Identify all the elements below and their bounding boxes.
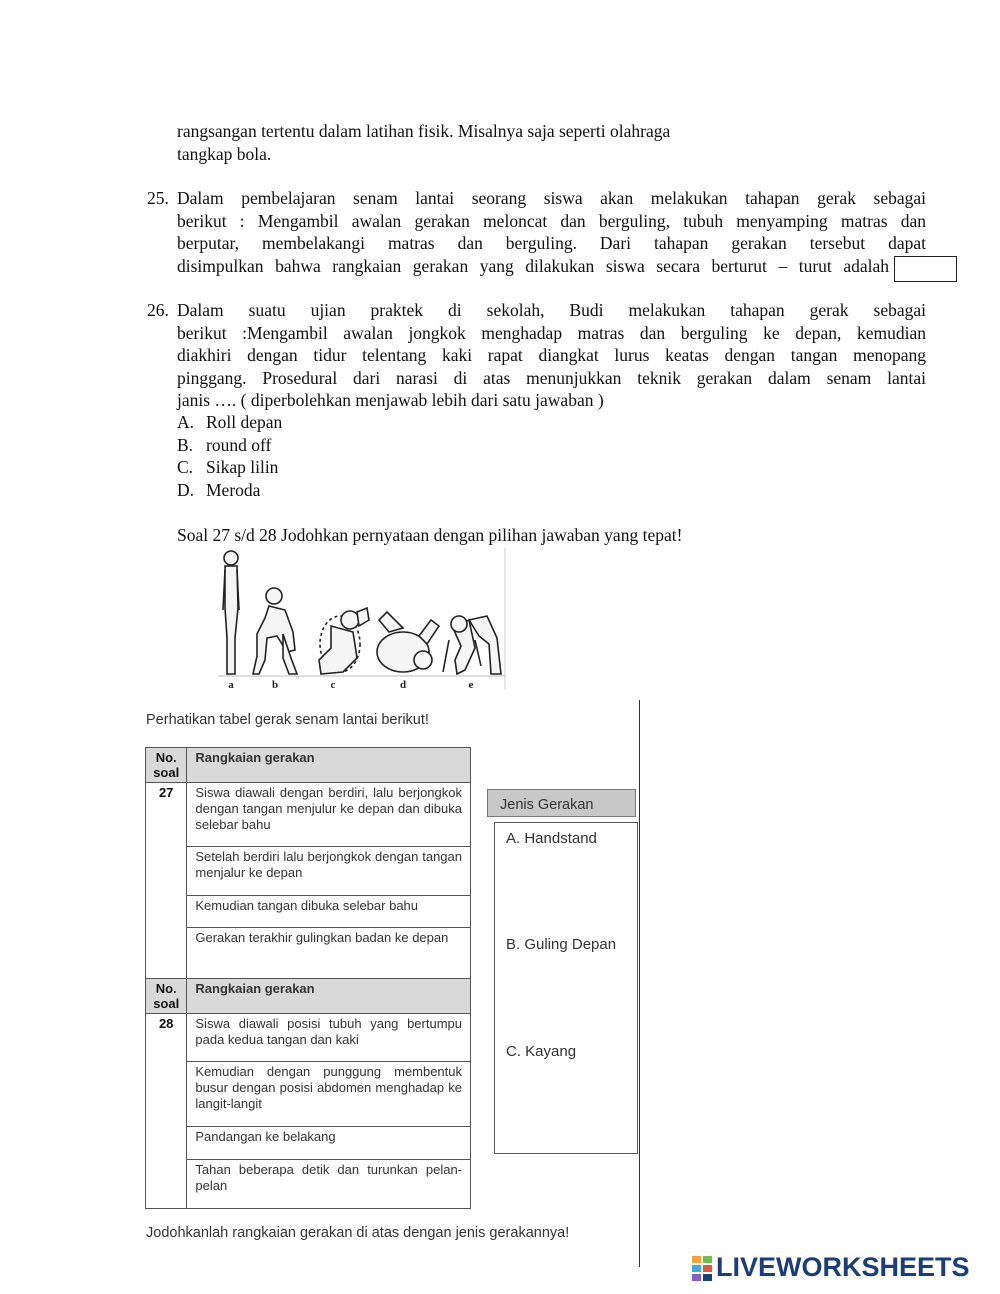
option-guling-depan[interactable]: B. Guling Depan [506,936,617,953]
q26-options [177,411,282,501]
q27-step-1: Siswa diawali dengan berdiri, lalu berjongkok dengan tangan menjulur ke depan dan dibuka selebar bahu [187,783,471,847]
intro-line-2: tangkap bola. [177,143,272,164]
intro-line-1: rangsangan tertentu dalam latihan fisik. Misalnya saja seperti olahraga [177,121,671,141]
figure-label-d: d [399,679,407,689]
q26-number: 26. [147,300,169,320]
header-rangkaian-2: Rangkaian gerakan [187,979,471,1014]
section-divider [639,700,640,1267]
q25-number: 25. [147,188,169,208]
q28-step-3: Pandangan ke belakang [187,1127,471,1160]
q25-line: berputar, membelakangi matras dan berguling. Dari tahapan gerakan tersebut dapat [177,233,926,253]
q26-option-b[interactable]: B. round off [177,434,272,455]
figure-label-e: e [468,679,474,689]
figure-label-a: a [228,679,234,689]
header-no-soal-2: No. soal [146,979,187,1014]
q28-step-2: Kemudian dengan punggung membentuk busur dengan posisi abdomen menghadap ke langit-langit [187,1062,471,1127]
table-row [146,896,471,928]
figure-label-c: c [330,679,336,689]
table-row [146,783,471,847]
q28-step-1: Siswa diawali posisi tubuh yang bertumpu pada kedua tangan dan kaki [187,1014,471,1062]
q26-line: berikut :Mengambil awalan jongkok menghadap matras dan berguling ke depan, kemudian [177,322,926,343]
q26-line: pinggang. Prosedural dari narasi di atas menunjukkan teknik gerakan dalam senam lantai [177,367,926,388]
q27-step-4: Gerakan terakhir gulingkan badan ke depan [187,928,471,979]
gerak-table [145,747,471,1209]
q26-line: Dalam suatu ujian praktek di sekolah, Budi melakukan tahapan gerak sebagai [177,300,926,320]
jenis-gerakan-options [494,822,638,1154]
q27-step-3: Kemudian tangan dibuka selebar bahu [187,896,471,928]
q25-line: berikut : Mengambil awalan gerakan meloncat dan berguling, tubuh menyamping matras dan [177,210,926,231]
q26-text [177,299,926,412]
q27-number: 27 [146,783,187,979]
q28-number: 28 [146,1014,187,1209]
q25-text [177,187,926,277]
table-row [146,1127,471,1160]
table-row [146,928,471,979]
option-handstand[interactable]: A. Handstand [506,830,597,847]
table-header-row [146,979,471,1014]
jenis-gerakan-header: Jenis Gerakan [487,789,636,817]
gymnastics-figure [213,548,507,689]
table-row [146,1062,471,1127]
q27-step-2: Setelah berdiri lalu berjongkok dengan tangan menjalur ke depan [187,847,471,896]
table-row [146,1160,471,1209]
intro-text [177,120,777,165]
q26-option-c[interactable]: C. Sikap lilin [177,457,279,477]
q25-line: Dalam pembelajaran senam lantai seorang siswa akan melakukan tahapan gerak sebagai [177,188,926,208]
q28-step-4: Tahan beberapa detik dan turunkan pelan-pelan [187,1160,471,1209]
q25-line: disimpulkan bahwa rangkaian gerakan yang dilakukan siswa secara berturut – turut adalah [177,255,889,276]
figure-label-b: b [271,679,279,689]
option-kayang[interactable]: C. Kayang [506,1043,577,1060]
liveworksheets-logo-text: LIVEWORKSHEETS [716,1252,970,1282]
q25-answer-input[interactable] [894,256,957,282]
liveworksheets-logo-icon [692,1256,712,1282]
footer-instruction: Jodohkanlah rangkaian gerakan di atas dengan jenis gerakannya! [146,1225,570,1241]
q26-line: diakhiri dengan tidur telentang kaki rapat diangkat lurus keatas dengan tangan menopang [177,345,926,365]
header-rangkaian: Rangkaian gerakan [187,748,471,783]
table-row [146,847,471,896]
q26-option-a[interactable]: A. Roll depan [177,412,283,432]
q26-line: janis …. ( diperbolehkan menjawab lebih dari satu jawaban ) [177,390,604,410]
table-header-row [146,748,471,783]
header-no-soal: No. soal [146,748,187,783]
match-instruction: Soal 27 s/d 28 Jodohkan pernyataan dengan pilihan jawaban yang tepat! [177,525,683,545]
table-title: Perhatikan tabel gerak senam lantai berikut! [146,712,429,728]
table-row [146,1014,471,1062]
q26-option-d[interactable]: D. Meroda [177,479,261,500]
gymnastics-sequence-illustration [213,548,507,689]
